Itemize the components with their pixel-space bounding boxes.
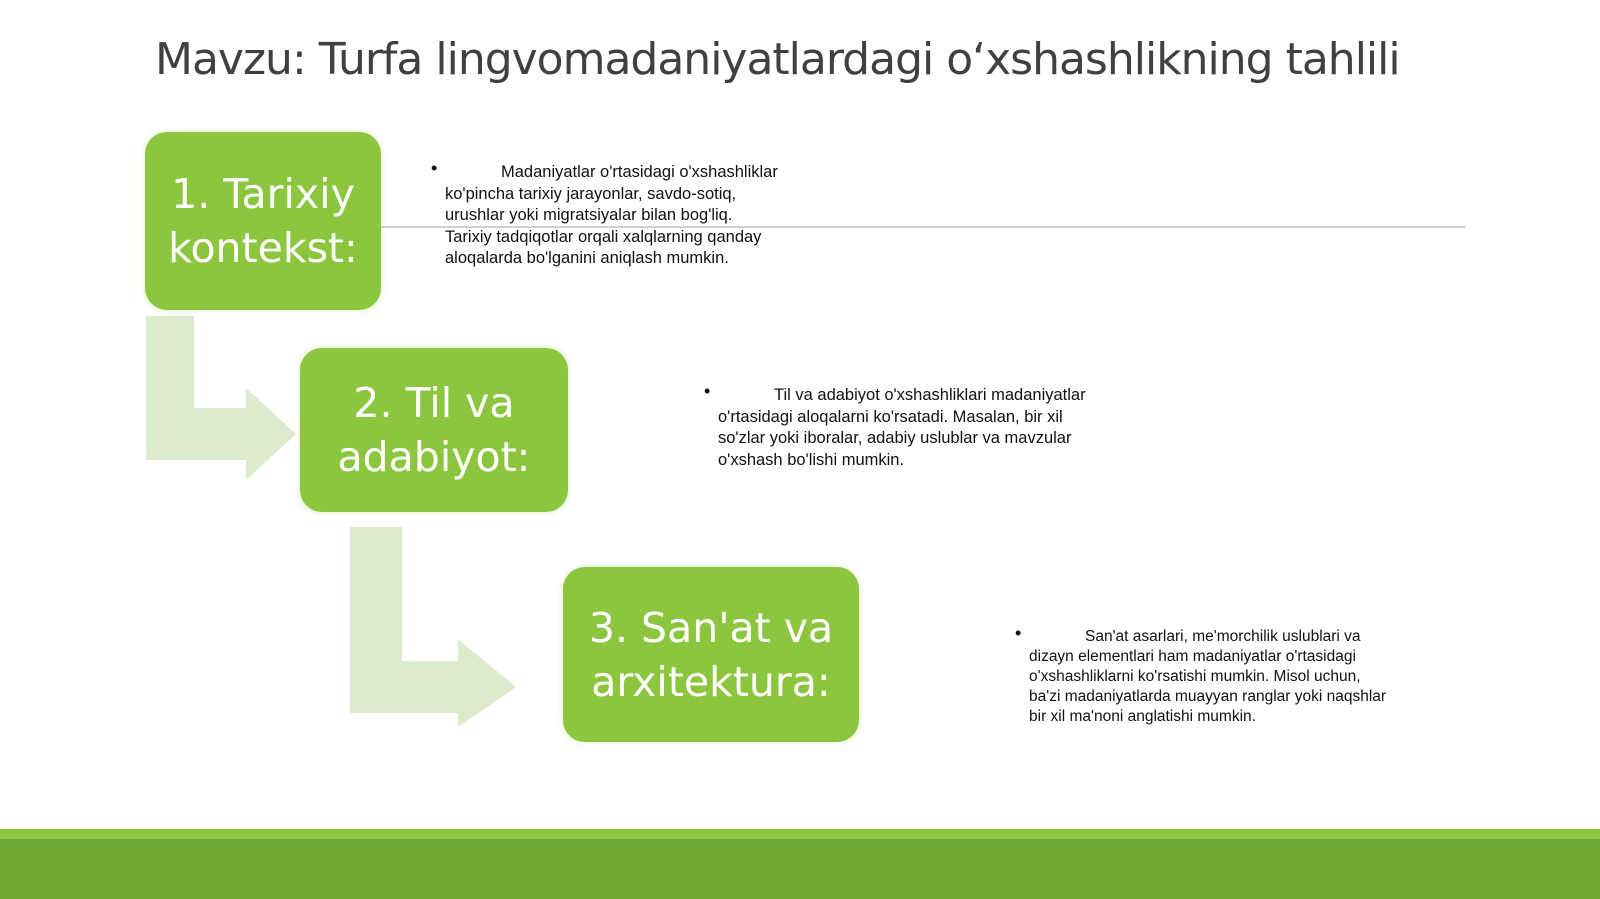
- footer-bar: [0, 839, 1600, 899]
- step-1-description: [431, 158, 781, 270]
- step-2-text: Til va adabiyot o'xshashliklari madaniyatlar o'rtasidagi aloqalarni ko'rsatadi. Masalan, bir xil so'zlar yoki iboralar, adabiy uslublar va mavzular o'xshash bo'lishi mumkin.: [718, 386, 1086, 469]
- step-2-heading-line2: adabiyot:: [337, 433, 531, 481]
- step-1-heading-line1: 1. Tarixiy: [171, 170, 355, 218]
- footer-accent-line: [0, 829, 1600, 839]
- step-2-heading-box: [300, 348, 568, 512]
- bullet-dot: •: [704, 381, 711, 401]
- step-3-heading-line1: 3. San'at va: [588, 603, 834, 652]
- bent-arrow-1: [140, 316, 300, 488]
- step-3-description: [1015, 623, 1390, 727]
- bullet-dot: •: [431, 158, 438, 178]
- step-1-heading-line2: kontekst:: [168, 224, 358, 272]
- step-3-heading-box: [563, 567, 859, 742]
- step-1-heading-box: [145, 132, 381, 310]
- step-2-heading-line1: 2. Til va: [353, 379, 515, 427]
- bent-arrow-2: [348, 527, 520, 727]
- step-2-description: [704, 381, 1099, 471]
- step-1-text: Madaniyatlar o'rtasidagi o'xshashliklar ko'pincha tarixiy jarayonlar, savdo-sotiq, urushlar yoki migratsiyalar bilan bog'liq. Tarixiy tadqiqotlar orqali xalqlarning qanday aloqalarda bo'lganini aniqlash mumkin.: [445, 163, 778, 267]
- step-3-heading-line2: arxitektura:: [591, 657, 831, 706]
- step-3-text: San'at asarlari, me'morchilik uslublari va dizayn elementlari ham madaniyatlar o'rtasidagi o'xshashliklarni ko'rsatishi mumkin. Misol uchun, ba'zi madaniyatlarda muayyan ranglar yoki naqshlar bir xil ma'noni anglatishi mumkin.: [1029, 628, 1387, 725]
- slide-title: Mavzu: Turfa lingvomadaniyatlardagi o‘xshashlikning tahlili: [155, 34, 1400, 85]
- bullet-dot: •: [1015, 623, 1022, 643]
